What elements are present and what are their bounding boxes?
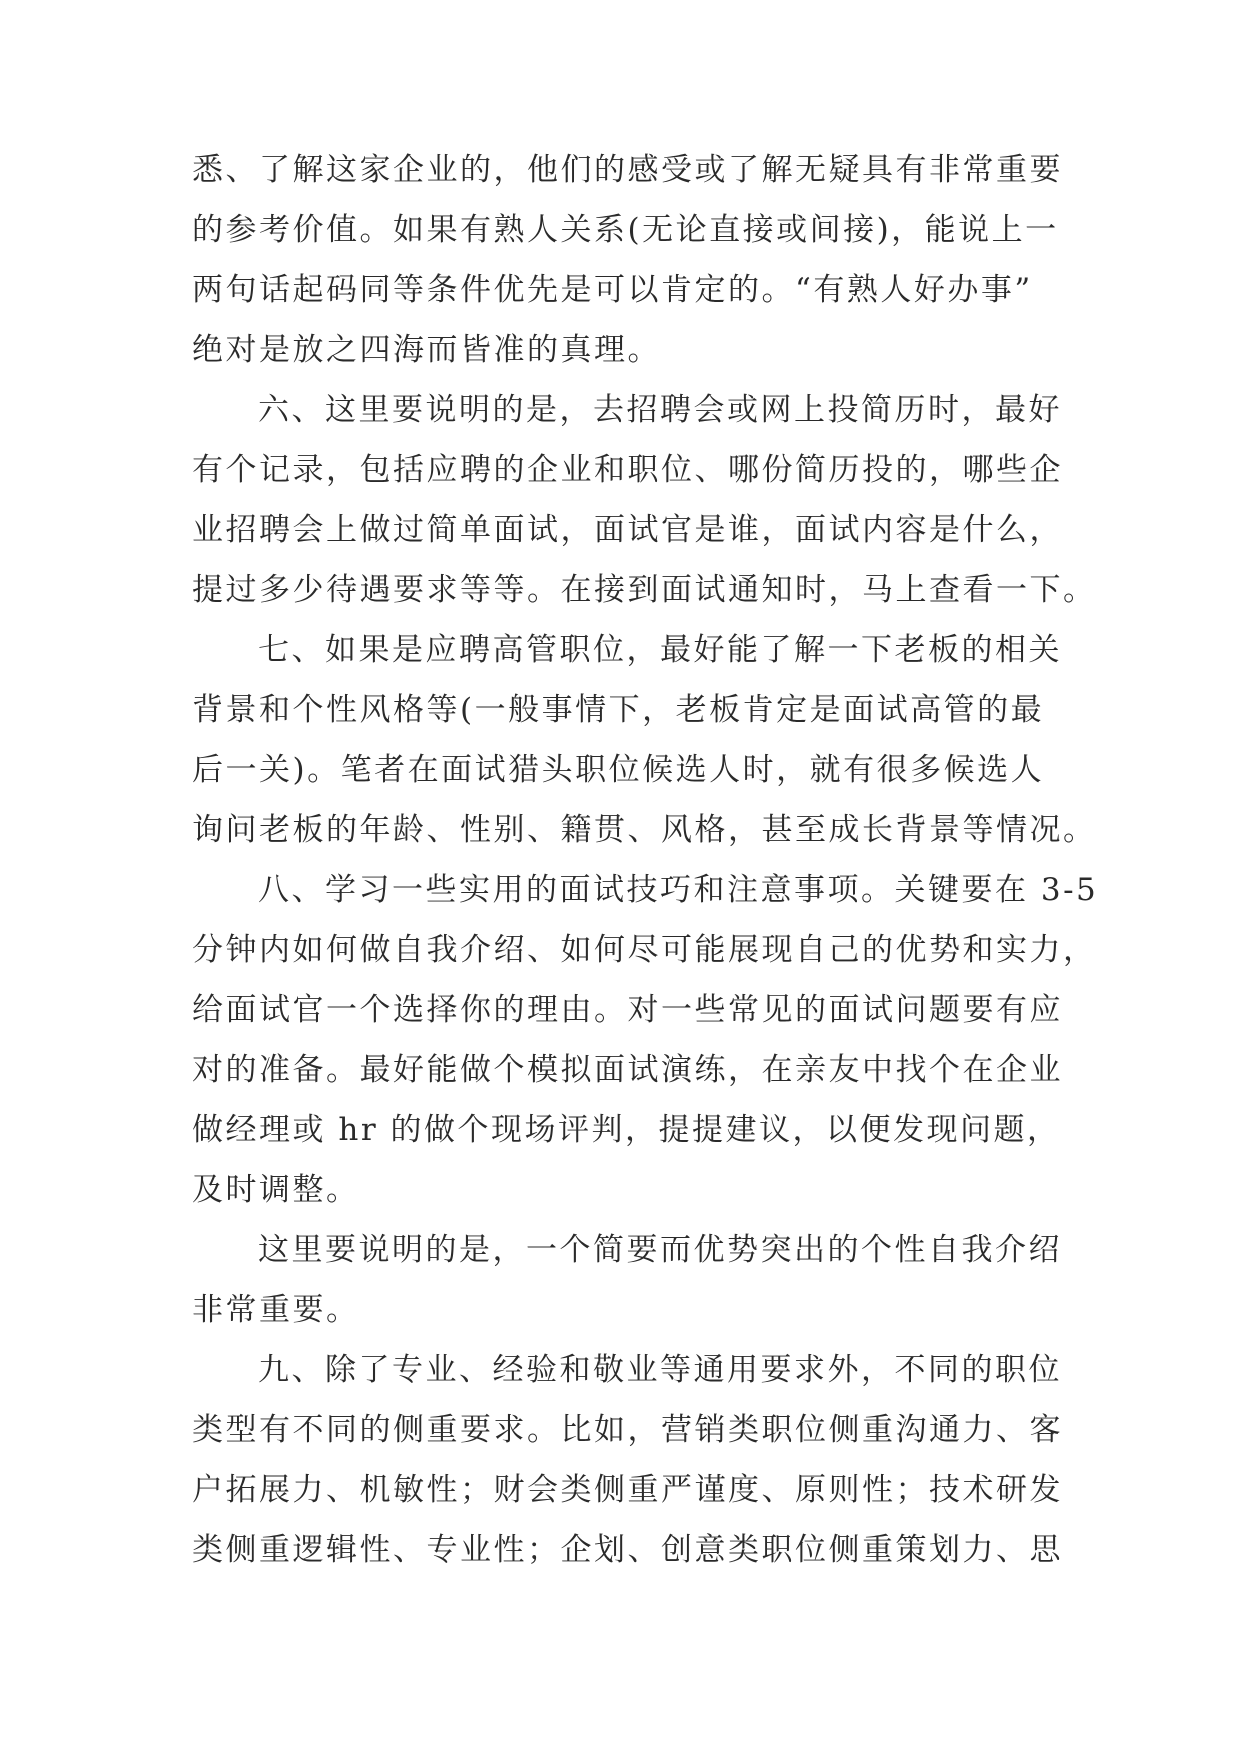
text-line: 悉、了解这家企业的，他们的感受或了解无疑具有非常重要 [192,152,1063,188]
text-line: 类型有不同的侧重要求。比如，营销类职位侧重沟通力、客 [192,1412,1063,1448]
text-line: 给面试官一个选择你的理由。对一些常见的面试问题要有应 [192,992,1063,1028]
text-line: 有个记录，包括应聘的企业和职位、哪份简历投的，哪些企 [192,452,1063,488]
text-line: 及时调整。 [192,1172,360,1208]
paragraph-first-line: 六、这里要说明的是，去招聘会或网上投简历时，最好 [258,392,1062,428]
text-line: 户拓展力、机敏性；财会类侧重严谨度、原则性；技术研发 [192,1472,1063,1508]
text-line: 类侧重逻辑性、专业性；企划、创意类职位侧重策划力、思 [192,1532,1063,1568]
text-line: 的参考价值。如果有熟人关系(无论直接或间接)，能说上一 [192,212,1059,248]
paragraph-first-line: 八、学习一些实用的面试技巧和注意事项。关键要在 3-5 [258,872,1099,908]
paragraph-first-line: 九、除了专业、经验和敬业等通用要求外，不同的职位 [258,1352,1062,1388]
text-line: 绝对是放之四海而皆准的真理。 [192,332,661,368]
text-line: 做经理或 hr 的做个现场评判，提提建议，以便发现问题， [192,1112,1061,1148]
text-line: 两句话起码同等条件优先是可以肯定的。“有熟人好办事” [192,272,1033,308]
paragraph-first-line: 七、如果是应聘高管职位，最好能了解一下老板的相关 [258,632,1062,668]
text-line: 对的准备。最好能做个模拟面试演练，在亲友中找个在企业 [192,1052,1063,1088]
text-line: 提过多少待遇要求等等。在接到面试通知时，马上查看一下。 [192,572,1097,608]
text-line: 背景和个性风格等(一般事情下，老板肯定是面试高管的最 [192,692,1045,728]
text-line: 非常重要。 [192,1292,360,1328]
text-line: 分钟内如何做自我介绍、如何尽可能展现自己的优势和实力， [192,932,1097,968]
text-line: 业招聘会上做过简单面试，面试官是谁，面试内容是什么， [192,512,1063,548]
text-line: 询问老板的年龄、性别、籍贯、风格，甚至成长背景等情况。 [192,812,1097,848]
text-line: 后一关)。笔者在面试猎头职位候选人时，就有很多候选人 [192,752,1045,788]
paragraph-first-line: 这里要说明的是，一个简要而优势突出的个性自我介绍 [258,1232,1062,1268]
document-body [192,140,1099,1580]
